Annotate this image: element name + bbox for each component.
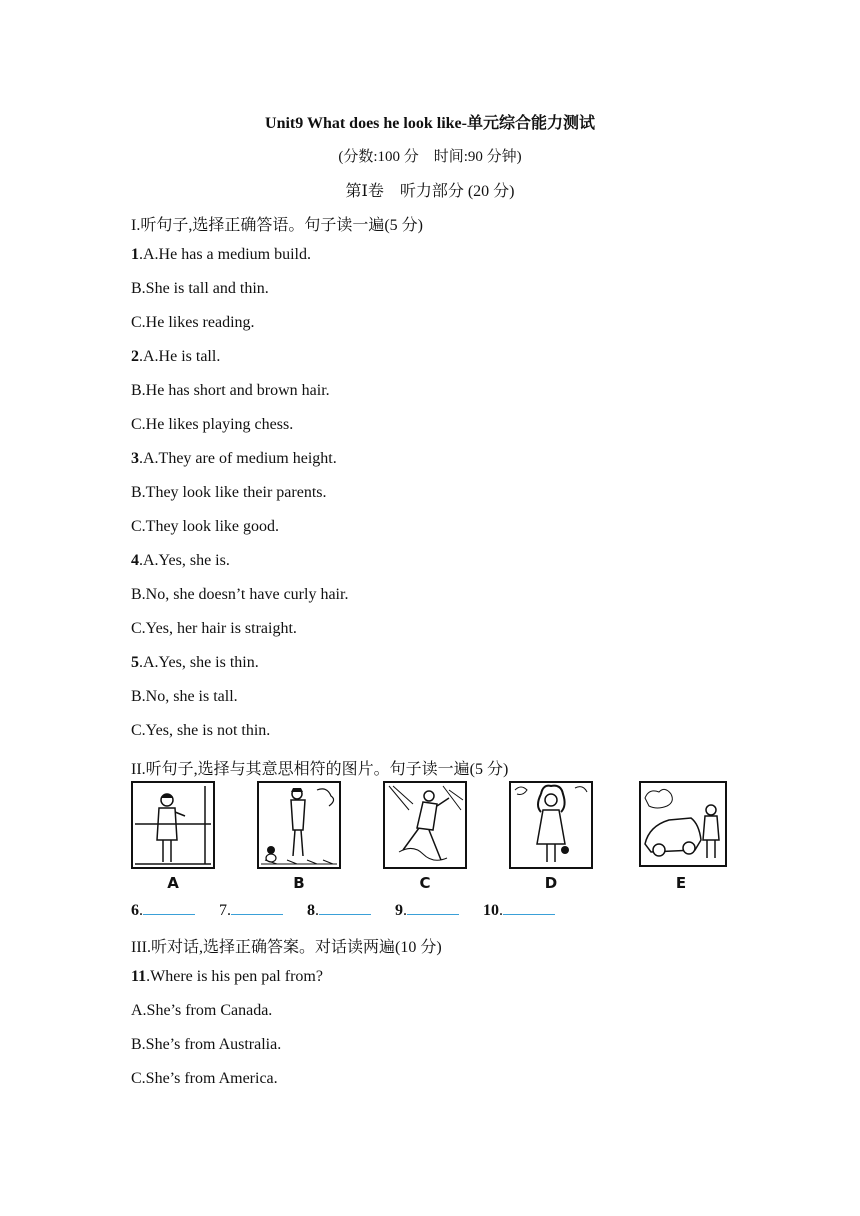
option-1b: B.She is tall and thin. [131,280,269,297]
question-number: 7 [219,902,227,919]
answer-blank[interactable] [407,900,459,915]
question-number: 5 [131,654,139,671]
picture-label-a: A [167,874,179,892]
picture-label-b: B [293,874,305,892]
option-text: .A.He is tall. [139,348,221,365]
question-2 [131,348,220,366]
question-number: 1 [131,246,139,263]
option-11a: A.She’s from Canada. [131,1002,273,1019]
section-1-heading: I.听句子,选择正确答语。句子读一遍(5 分) [131,217,423,234]
option-5b: B.No, she is tall. [131,688,238,705]
girl-curly-hair-icon [509,780,593,870]
picture-label-e: E [675,874,687,892]
option-3c: C.They look like good. [131,518,279,535]
option-text: .A.They are of medium height. [139,450,337,467]
question-5 [131,654,259,672]
option-5c: C.Yes, she is not thin. [131,722,271,739]
page-title: Unit9 What does he look like-单元综合能力测试 [265,115,595,132]
question-number: 6 [131,902,139,919]
answer-blank[interactable] [503,900,555,915]
answer-8: 8. [307,900,371,920]
man-with-dog-icon [257,780,341,870]
option-2b: B.He has short and brown hair. [131,382,330,399]
man-by-car-icon [639,780,723,870]
answer-6: 6. [131,900,195,920]
question-text: .Where is his pen pal from? [146,968,323,985]
question-1 [131,246,311,264]
answer-blank[interactable] [143,900,195,915]
question-number: 10 [483,902,499,919]
option-text: .A.Yes, she is thin. [139,654,259,671]
picture-options [131,780,731,895]
answer-blank[interactable] [231,900,283,915]
option-4b: B.No, she doesn’t have curly hair. [131,586,349,603]
question-number: 11 [131,968,147,985]
picture-label-c: C [419,874,431,892]
question-number: 3 [131,450,139,467]
answer-7: 7. [219,900,283,920]
score-time-info: (分数:100 分 时间:90 分钟) [338,149,522,165]
option-4c: C.Yes, her hair is straight. [131,620,297,637]
woman-at-blackboard-icon [131,780,215,870]
question-number: 9 [395,902,403,919]
option-1c: C.He likes reading. [131,314,255,331]
option-11b: B.She’s from Australia. [131,1036,282,1053]
answer-blank[interactable] [319,900,371,915]
question-number: 4 [131,552,139,569]
question-4 [131,552,230,570]
answer-10: 10. [483,900,555,920]
answer-blanks [131,900,575,920]
question-number: 8 [307,902,315,919]
option-text: .A.Yes, she is. [139,552,230,569]
section-2-heading: II.听句子,选择与其意思相符的图片。句子读一遍(5 分) [131,761,509,778]
picture-label-d: D [544,874,558,892]
running-man-icon [383,780,467,870]
option-3b: B.They look like their parents. [131,484,327,501]
option-11c: C.She’s from America. [131,1070,278,1087]
option-2c: C.He likes playing chess. [131,416,294,433]
question-11 [131,968,323,986]
question-3 [131,450,337,468]
section-3-heading: III.听对话,选择正确答案。对话读两遍(10 分) [131,939,442,956]
question-number: 2 [131,348,139,365]
part-heading: 第Ⅰ卷 听力部分 (20 分) [345,183,515,200]
option-text: .A.He has a medium build. [139,246,311,263]
answer-9: 9. [395,900,459,920]
